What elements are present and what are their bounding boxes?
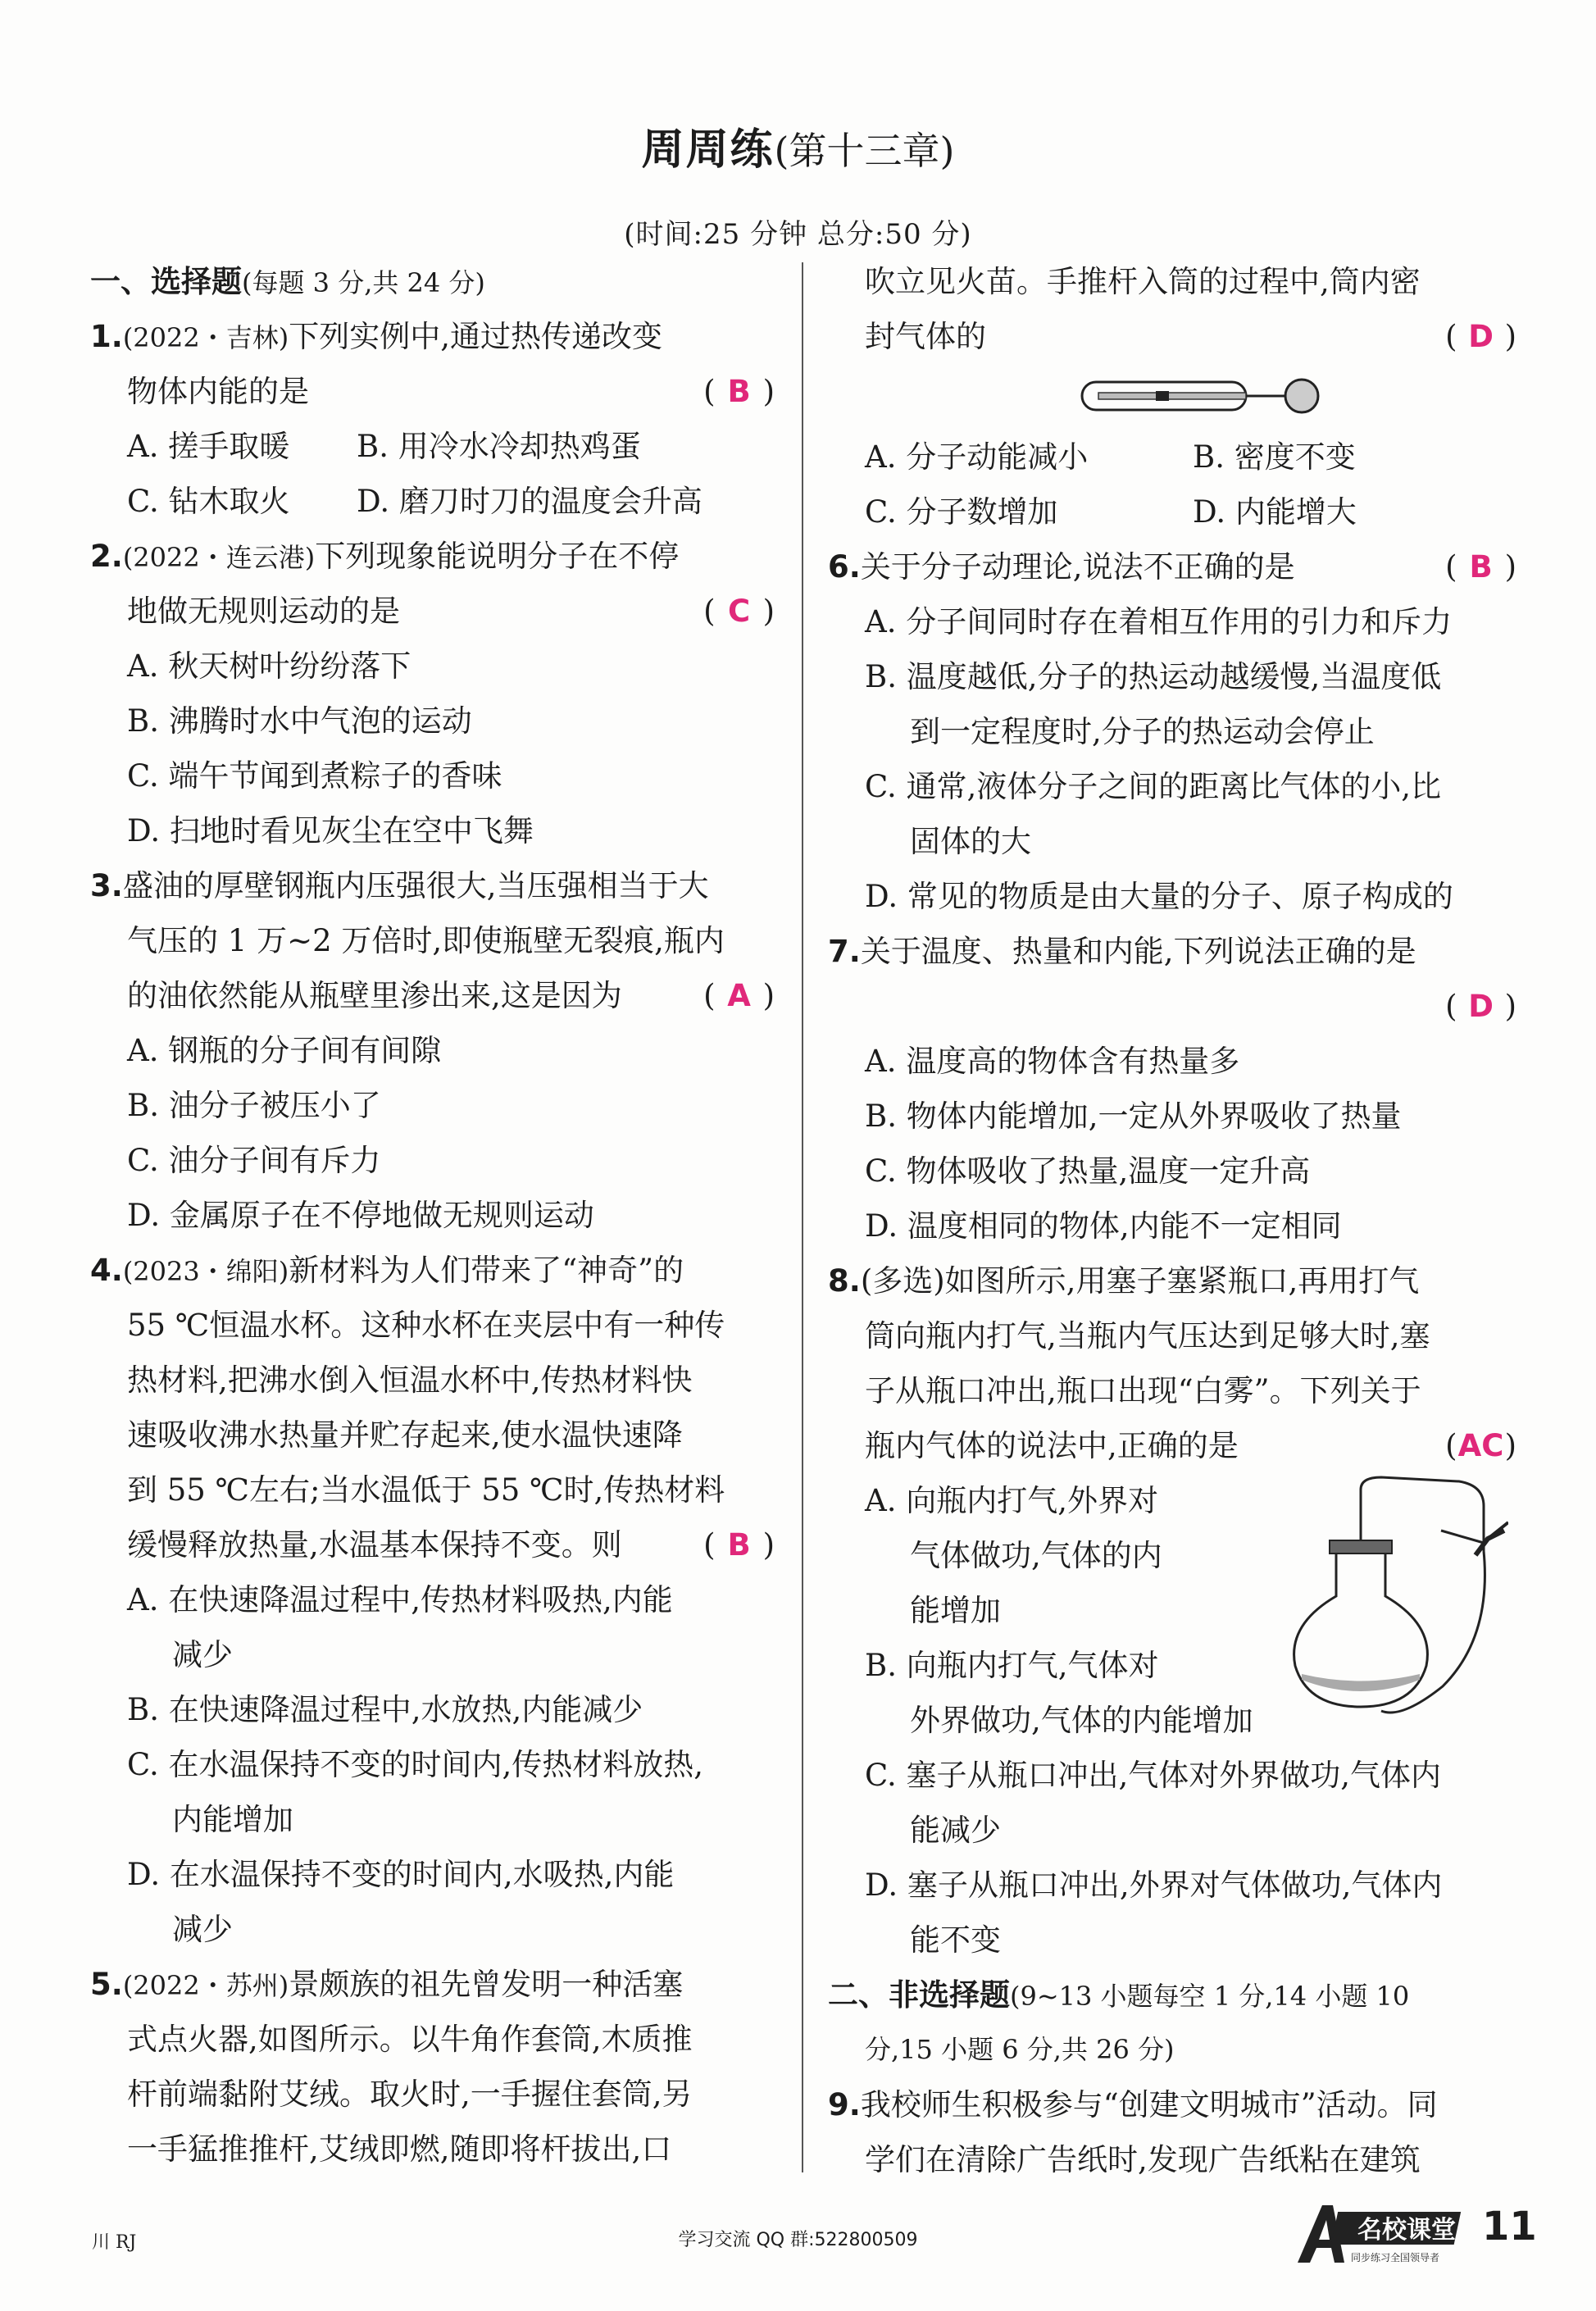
q2-option-d: D. 扫地时看见灰尘在空中飞舞: [127, 813, 534, 848]
q5-stem-6: 封气体的 ( D ): [828, 309, 1516, 364]
q3-option-c: C. 油分子间有斥力: [127, 1143, 381, 1178]
q8-stem-3: 子从瓶口冲出,瓶口出现“白雾”。下列关于: [865, 1373, 1421, 1408]
q7-option-d: D. 温度相同的物体,内能不一定相同: [865, 1208, 1342, 1244]
q7-option-c: C. 物体吸收了热量,温度一定升高: [865, 1153, 1311, 1189]
q2-option-a: A. 秋天树叶纷纷落下: [127, 648, 412, 684]
q6-option-c-cont: 固体的大: [910, 824, 1031, 859]
q1-options-cd: C. 钻木取火 D. 磨刀时刀的温度会升高: [127, 484, 703, 519]
q8-figure-block: [828, 1473, 1516, 1748]
brand-logo: [1294, 2197, 1474, 2271]
q8-stem: 8.(多选)如图所示,用塞子塞紧瓶口,再用打气: [828, 1263, 1420, 1299]
q5-answer: ( D ): [1445, 319, 1516, 354]
edition-label: 川 RJ: [92, 2232, 137, 2253]
section2-heading: 二、非选择题(9~13 小题每空 1 分,14 小题 10: [828, 1977, 1410, 2013]
section1-heading: 一、选择题(每题 3 分,共 24 分): [90, 264, 485, 299]
q4-stem-3: 热材料,把沸水倒入恒温水杯中,传热材料快: [127, 1362, 693, 1398]
q8-option-b: B. 向瓶内打气,气体对: [865, 1648, 1159, 1683]
page-title: [0, 115, 1596, 176]
q7-option-b: B. 物体内能增加,一定从外界吸收了热量: [865, 1099, 1402, 1134]
q6-option-b-cont: 到一定程度时,分子的热运动会停止: [910, 714, 1375, 749]
q4-option-b: B. 在快速降温过程中,水放热,内能减少: [127, 1692, 643, 1727]
q2-option-b: B. 沸腾时水中气泡的运动: [127, 703, 472, 739]
q8-stem-2: 筒向瓶内打气,当瓶内气压达到足够大时,塞: [865, 1318, 1430, 1353]
time-info: (时间:25 分钟 总分:50 分): [624, 218, 972, 251]
q2-stem: 2.(2022・连云港)下列现象能说明分子在不停: [90, 539, 680, 574]
right-column: [828, 254, 1516, 2187]
svg-text:同步练习全国领导者: 同步练习全国领导者: [1351, 2252, 1440, 2263]
q5-stem-3: 杆前端黏附艾绒。取火时,一手握住套筒,另: [127, 2077, 693, 2112]
q8-option-a-cont2: 能增加: [910, 1593, 1001, 1628]
q8-option-a: A. 向瓶内打气,外界对: [865, 1483, 1159, 1518]
q6-option-d: D. 常见的物质是由大量的分子、原子构成的: [865, 879, 1453, 914]
q2-option-c: C. 端午节闻到煮粽子的香味: [127, 758, 502, 794]
q6-option-a: A. 分子间同时存在着相互作用的引力和斥力: [865, 604, 1453, 639]
q6-stem: 6.关于分子动理论,说法不正确的是 ( B ): [828, 539, 1516, 594]
q1-stem: 1.(2022・吉林)下列实例中,通过热传递改变: [90, 319, 662, 354]
q3-stem-2: 气压的 1 万~2 万倍时,即使瓶壁无裂痕,瓶内: [127, 923, 725, 958]
q3-stem: 3.盛油的厚壁钢瓶内压强很大,当压强相当于大: [90, 868, 709, 903]
q8-option-d: D. 塞子从瓶口冲出,外界对气体做功,气体内: [865, 1867, 1443, 1903]
page-number: 11: [1482, 2204, 1537, 2250]
q4-stem-2: 55 ℃恒温水杯。这种水杯在夹层中有一种传: [127, 1308, 725, 1343]
fire-piston-figure: [828, 364, 1516, 430]
q3-answer: ( A ): [703, 978, 775, 1013]
q4-stem: 4.(2023・绵阳)新材料为人们带来了“神奇”的: [90, 1253, 684, 1288]
q4-option-c: C. 在水温保持不变的时间内,传热材料放热,: [127, 1747, 704, 1782]
q4-option-d: D. 在水温保持不变的时间内,水吸热,内能: [127, 1857, 675, 1892]
q9-stem: 9.我校师生积极参与“创建文明城市”活动。同: [828, 2087, 1438, 2122]
q4-option-c-cont: 内能增加: [172, 1802, 293, 1837]
q9-stem-2: 学们在清除广告纸时,发现广告纸粘在建筑: [865, 2142, 1421, 2177]
qq-group-text: 学习交流 QQ 群:522800509: [678, 2230, 918, 2250]
q5-options-ab: A. 分子动能减小 B. 密度不变: [865, 439, 1356, 475]
left-column: [90, 254, 775, 2177]
q8-option-b-cont: 外界做功,气体的内能增加: [910, 1703, 1253, 1738]
title-chapter: (第十三章): [774, 129, 955, 173]
q8-stem-4: 瓶内气体的说法中,正确的是 (AC): [828, 1418, 1516, 1473]
q1-stem-2: 物体内能的是 ( B ): [90, 364, 775, 419]
q2-answer: ( C ): [703, 594, 775, 629]
q4-answer: ( B ): [703, 1527, 775, 1563]
q8-answer: (AC): [1445, 1428, 1516, 1463]
q5-stem-5: 吹立见火苗。手推杆入筒的过程中,筒内密: [865, 264, 1421, 299]
q6-option-b: B. 温度越低,分子的热运动越缓慢,当温度低: [865, 659, 1442, 694]
section2-note-cont: 分,15 小题 6 分,共 26 分): [865, 2034, 1175, 2065]
q3-option-a: A. 钢瓶的分子间有间隙: [127, 1033, 442, 1068]
q4-stem-6: 缓慢释放热量,水温基本保持不变。则 ( B ): [90, 1517, 775, 1572]
q8-option-c-cont: 能减少: [910, 1813, 1001, 1848]
q5-stem-4: 一手猛推推杆,艾绒即燃,随即将杆拔出,口: [127, 2131, 672, 2167]
q7-stem: 7.关于温度、热量和内能,下列说法正确的是: [828, 934, 1416, 969]
q4-stem-4: 速吸收沸水热量并贮存起来,使水温快速降: [127, 1417, 683, 1453]
q8-option-c: C. 塞子从瓶口冲出,气体对外界做功,气体内: [865, 1758, 1442, 1793]
q5-stem: 5.(2022・苏州)景颇族的祖先曾发明一种活塞: [90, 1967, 684, 2002]
svg-text:名校课堂: 名校课堂: [1357, 2216, 1456, 2245]
q4-option-a: A. 在快速降温过程中,传热材料吸热,内能: [127, 1582, 673, 1617]
q8-option-d-cont: 能不变: [910, 1922, 1001, 1958]
q2-stem-2: 地做无规则运动的是 ( C ): [90, 584, 775, 639]
q1-options-ab: A. 搓手取暖 B. 用冷水冷却热鸡蛋: [127, 429, 641, 464]
q3-option-b: B. 油分子被压小了: [127, 1088, 381, 1123]
q4-option-a-cont: 减少: [172, 1637, 233, 1672]
q7-option-a: A. 温度高的物体含有热量多: [865, 1044, 1240, 1079]
q8-option-a-cont: 气体做功,气体的内: [910, 1538, 1162, 1573]
q4-option-d-cont: 减少: [172, 1912, 233, 1947]
q3-option-d: D. 金属原子在不停地做无规则运动: [127, 1198, 594, 1233]
q5-options-cd: C. 分子数增加 D. 内能增大: [865, 494, 1357, 530]
q6-answer: ( B ): [1445, 549, 1516, 585]
q1-answer: ( B ): [703, 374, 775, 409]
q4-stem-5: 到 55 ℃左右;当水温低于 55 ℃时,传热材料: [127, 1472, 725, 1508]
q7-answer-line: [828, 979, 1516, 1034]
q7-answer: ( D ): [1445, 989, 1516, 1024]
q3-stem-3: 的油依然能从瓶壁里渗出来,这是因为 ( A ): [90, 968, 775, 1023]
q6-option-c: C. 通常,液体分子之间的距离比气体的小,比: [865, 769, 1442, 804]
title-main: 周周练: [641, 125, 775, 175]
q5-stem-2: 式点火器,如图所示。以牛角作套筒,木质推: [127, 2022, 693, 2057]
column-divider: [802, 262, 803, 2172]
